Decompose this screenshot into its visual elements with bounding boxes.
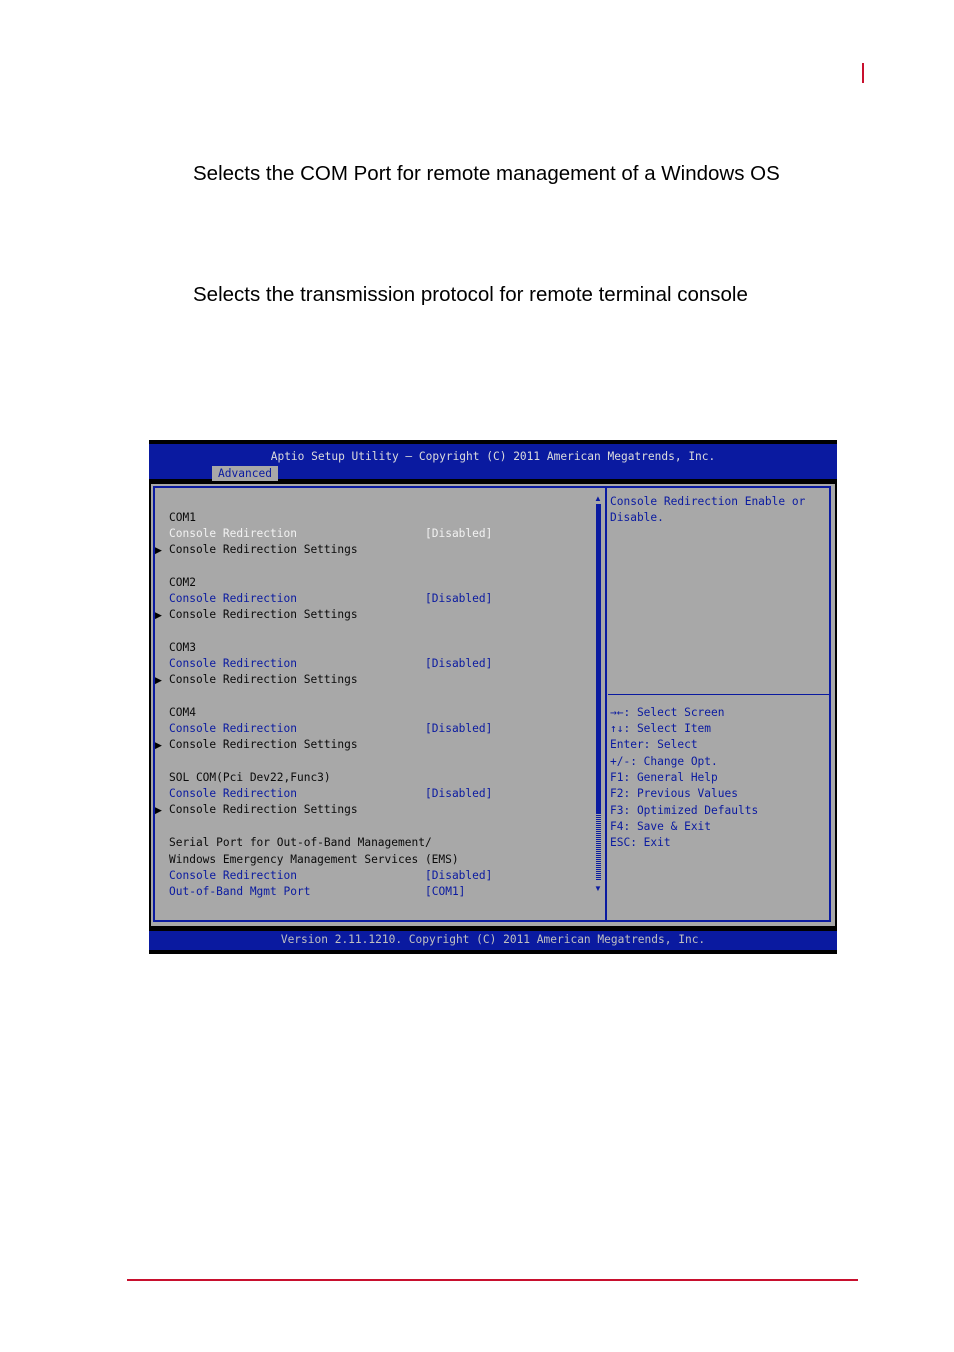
bios-main-panel bbox=[151, 484, 835, 926]
submenu-settings-sol[interactable]: Console Redirection Settings bbox=[169, 803, 358, 816]
option-console-redirection-com3[interactable]: Console Redirection bbox=[169, 657, 297, 670]
paragraph-protocol: Selects the transmission protocol for remote terminal console bbox=[193, 283, 748, 306]
key-select-item: ↑↓: Select Item bbox=[610, 722, 712, 735]
scroll-down-icon[interactable]: ▼ bbox=[594, 884, 602, 893]
submenu-settings-com3[interactable]: Console Redirection Settings bbox=[169, 673, 358, 686]
help-line-1: Console Redirection Enable or bbox=[610, 495, 806, 508]
section-com3: COM3 bbox=[169, 641, 196, 654]
key-save-exit: F4: Save & Exit bbox=[610, 820, 712, 833]
section-oob-line2: Windows Emergency Management Services (EMS) bbox=[169, 853, 459, 866]
scroll-up-icon[interactable]: ▲ bbox=[594, 494, 602, 503]
key-previous-values: F2: Previous Values bbox=[610, 787, 738, 800]
section-com1: COM1 bbox=[169, 511, 196, 524]
value-console-redirection-com2[interactable]: [Disabled] bbox=[425, 592, 493, 605]
section-com4: COM4 bbox=[169, 706, 196, 719]
submenu-arrow-icon: ▶ bbox=[155, 805, 162, 815]
key-select-screen: →←: Select Screen bbox=[610, 706, 725, 719]
section-com2: COM2 bbox=[169, 576, 196, 589]
submenu-arrow-icon: ▶ bbox=[155, 545, 162, 555]
bios-title: Aptio Setup Utility – Copyright (C) 2011 American Megatrends, Inc. bbox=[270, 450, 716, 463]
bios-footer-text: Version 2.11.1210. Copyright (C) 2011 American Megatrends, Inc. bbox=[280, 933, 706, 946]
option-console-redirection-com1[interactable]: Console Redirection bbox=[169, 527, 297, 540]
value-console-redirection-com4[interactable]: [Disabled] bbox=[425, 722, 493, 735]
paragraph-com-port: Selects the COM Port for remote management of a Windows OS bbox=[193, 162, 780, 185]
header-mark bbox=[862, 63, 864, 83]
scrollbar[interactable] bbox=[596, 504, 601, 880]
value-oob-mgmt-port[interactable]: [COM1] bbox=[425, 885, 466, 898]
key-esc-exit: ESC: Exit bbox=[610, 836, 671, 849]
option-console-redirection-sol[interactable]: Console Redirection bbox=[169, 787, 297, 800]
tab-advanced[interactable]: Advanced bbox=[212, 466, 278, 481]
help-divider bbox=[608, 694, 830, 695]
help-line-2: Disable. bbox=[610, 511, 664, 524]
section-oob-line1: Serial Port for Out-of-Band Management/ bbox=[169, 836, 432, 849]
panel-divider-vertical bbox=[605, 486, 607, 922]
bios-screenshot bbox=[149, 440, 837, 954]
submenu-arrow-icon: ▶ bbox=[155, 675, 162, 685]
submenu-arrow-icon: ▶ bbox=[155, 740, 162, 750]
option-console-redirection-com2[interactable]: Console Redirection bbox=[169, 592, 297, 605]
value-console-redirection-ems[interactable]: [Disabled] bbox=[425, 869, 493, 882]
bios-title-bar bbox=[149, 444, 837, 479]
option-oob-mgmt-port[interactable]: Out-of-Band Mgmt Port bbox=[169, 885, 311, 898]
submenu-arrow-icon: ▶ bbox=[155, 610, 162, 620]
submenu-settings-com4[interactable]: Console Redirection Settings bbox=[169, 738, 358, 751]
value-console-redirection-com1[interactable]: [Disabled] bbox=[425, 527, 493, 540]
scrollbar-track-rest bbox=[596, 814, 601, 880]
key-enter-select: Enter: Select bbox=[610, 738, 698, 751]
footer-rule bbox=[127, 1279, 858, 1281]
submenu-settings-com1[interactable]: Console Redirection Settings bbox=[169, 543, 358, 556]
key-general-help: F1: General Help bbox=[610, 771, 718, 784]
section-sol-com: SOL COM(Pci Dev22,Func3) bbox=[169, 771, 331, 784]
bios-footer-bar bbox=[149, 931, 837, 950]
scrollbar-thumb[interactable] bbox=[596, 504, 601, 814]
option-console-redirection-com4[interactable]: Console Redirection bbox=[169, 722, 297, 735]
option-console-redirection-ems[interactable]: Console Redirection bbox=[169, 869, 297, 882]
value-console-redirection-com3[interactable]: [Disabled] bbox=[425, 657, 493, 670]
submenu-settings-com2[interactable]: Console Redirection Settings bbox=[169, 608, 358, 621]
value-console-redirection-sol[interactable]: [Disabled] bbox=[425, 787, 493, 800]
key-optimized-defaults: F3: Optimized Defaults bbox=[610, 804, 759, 817]
key-change-opt: +/-: Change Opt. bbox=[610, 755, 718, 768]
